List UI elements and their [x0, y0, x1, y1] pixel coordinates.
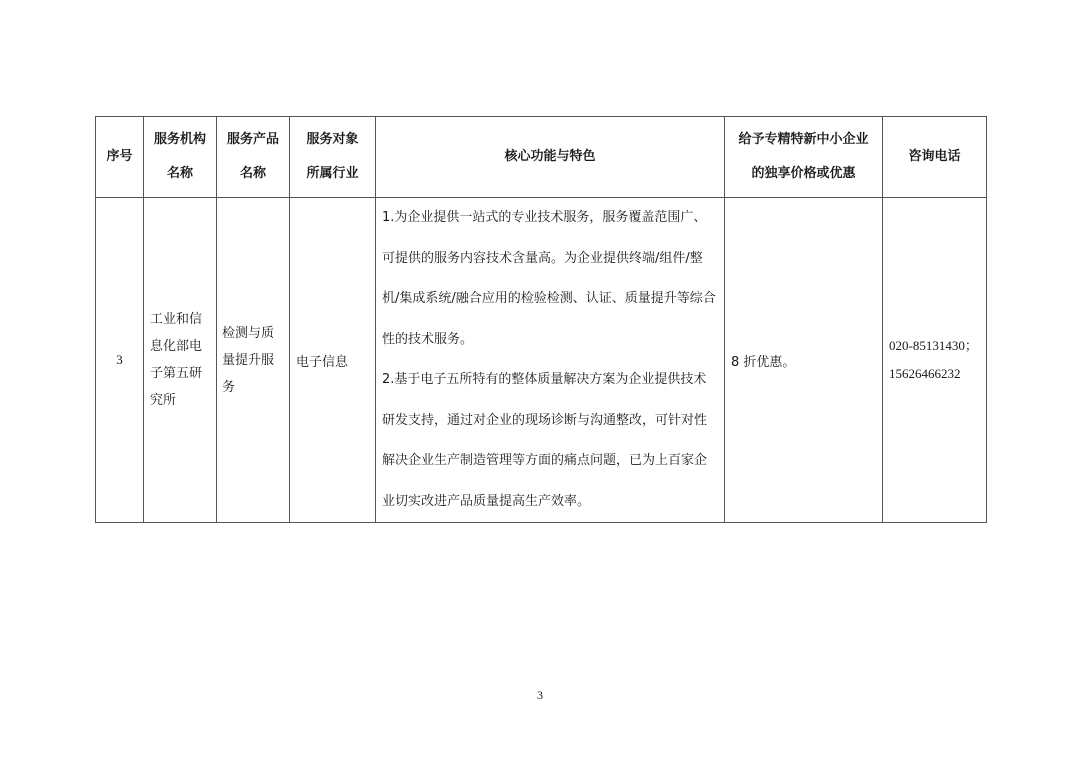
phone-number-2: 15626466232 — [889, 366, 961, 381]
table-row — [96, 198, 987, 523]
features-paragraph-1: 1.为企业提供一站式的专业技术服务，服务覆盖范围广、可提供的服务内容技术含量高。为企业提供终端/组件/整机/集成系统/融合应用的检验检测、认证、质量提升等综合性的技术服务。 — [382, 210, 716, 347]
header-product: 服务产品 名称 — [217, 117, 290, 198]
cell-features — [376, 198, 725, 523]
phone-number-1: 020-85131430； — [889, 338, 978, 353]
cell-phone — [883, 198, 987, 523]
cell-discount: 8 折优惠。 — [725, 198, 883, 523]
features-paragraph-2: 2.基于电子五所特有的整体质量解决方案为企业提供技术研发支持，通过对企业的现场诊断与沟通整改，可针对性解决企业生产制造管理等方面的痛点问题，已为上百家企业切实改进产品质量提高生产效率。 — [382, 372, 708, 509]
page-number: 3 — [537, 688, 543, 702]
cell-product: 检测与质量提升服务 — [217, 198, 290, 523]
service-table — [95, 116, 987, 523]
header-seq: 序号 — [96, 117, 144, 198]
header-org: 服务机构 名称 — [144, 117, 217, 198]
table-header-row — [96, 117, 987, 198]
header-features: 核心功能与特色 — [376, 117, 725, 198]
cell-industry: 电子信息 — [290, 198, 376, 523]
header-discount: 给予专精特新中小企业 的独享价格或优惠 — [725, 117, 883, 198]
header-industry: 服务对象 所属行业 — [290, 117, 376, 198]
cell-org: 工业和信息化部电子第五研究所 — [144, 198, 217, 523]
cell-seq: 3 — [96, 198, 144, 523]
header-phone: 咨询电话 — [883, 117, 987, 198]
